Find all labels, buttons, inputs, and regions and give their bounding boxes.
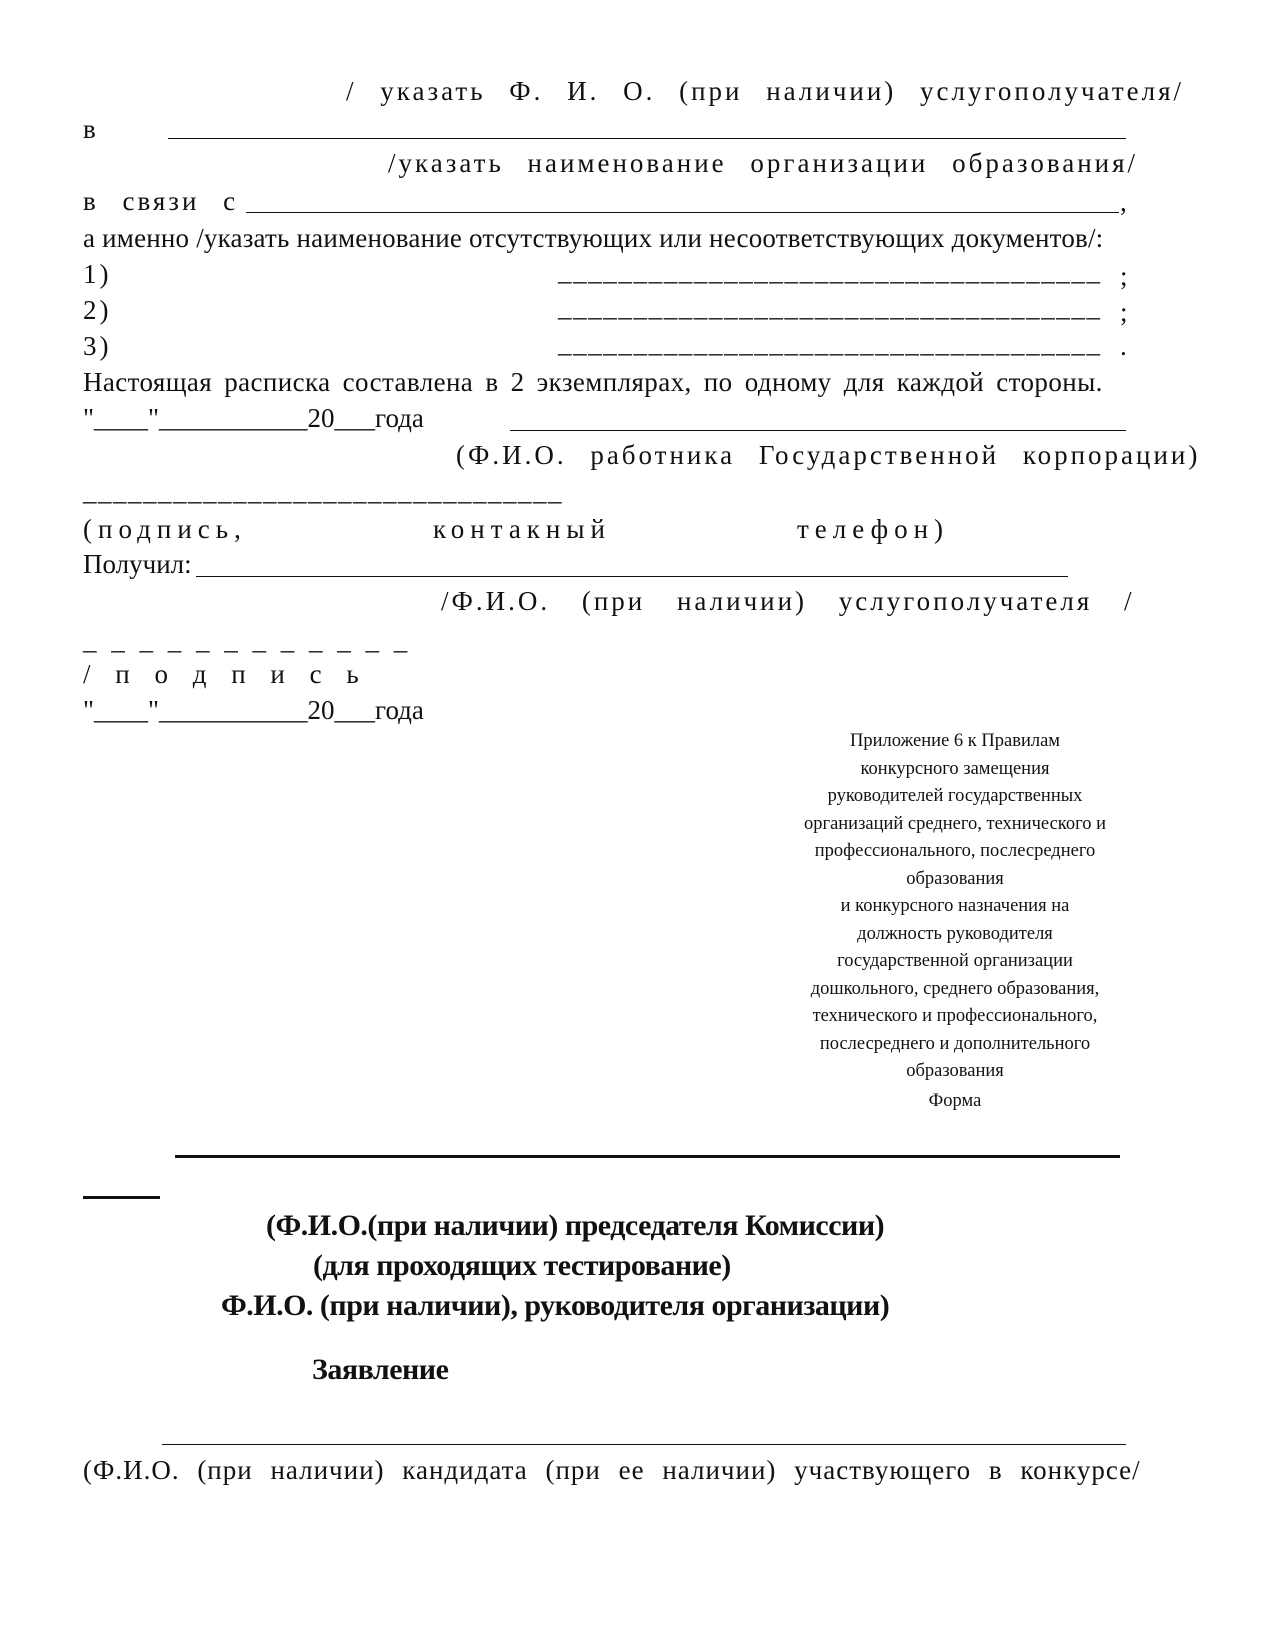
reason-line	[246, 212, 1119, 213]
form-label: Форма	[928, 1090, 982, 1111]
signature-blank: ________________________________	[83, 476, 563, 506]
appendix-line: государственной организации	[837, 951, 1073, 971]
item-1-end: ;	[1120, 261, 1128, 291]
appendix-line: конкурсного замещения	[860, 758, 1050, 779]
organization-line	[168, 138, 1126, 139]
short-blank: _ _ _ _ _ _ _ _ _ _ _ _	[83, 625, 412, 655]
worker-line	[510, 430, 1126, 431]
item-1-blank: ____________________________________	[558, 256, 1102, 286]
reason-comma: ,	[1120, 187, 1127, 217]
document-title: Заявление	[312, 1353, 449, 1386]
date-line-2: "____"___________20___года	[83, 695, 424, 725]
testing-hint: (для проходящих тестирование)	[313, 1249, 731, 1282]
recipient-fio-hint: / указать Ф. И. О. (при наличии) услугополучателя/	[346, 76, 1185, 106]
recipient-hint: /Ф.И.О. (при наличии) услугополучателя /	[441, 586, 1135, 616]
item-2-end: ;	[1120, 297, 1128, 327]
item-3-number: 3)	[83, 331, 112, 361]
appendix-line: послесреднего и дополнительного	[819, 1033, 1091, 1054]
appendix-note	[735, 728, 1175, 1115]
chairman-hint: (Ф.И.О.(при наличии) председателя Комиссии)	[266, 1209, 885, 1242]
item-3-end: .	[1120, 331, 1127, 361]
item-2-blank: ____________________________________	[558, 292, 1102, 322]
signature-hint-part3: телефон)	[797, 514, 950, 544]
director-hint: Ф.И.О. (при наличии), руководителя организации)	[221, 1289, 890, 1322]
copies-statement: Настоящая расписка составлена в 2 экземплярах, по одному для каждой стороны.	[83, 367, 1103, 397]
candidate-hint: (Ф.И.О. (при наличии) кандидата (при ее наличии) участвующего в конкурсе/	[83, 1455, 1141, 1485]
signature-hint-part1: (подпись,	[83, 514, 247, 544]
v-label: в	[83, 114, 96, 144]
organization-hint: /указать наименование организации образования/	[388, 148, 1139, 178]
received-label: Получил:	[83, 549, 192, 579]
appendix-line: организаций среднего, технического и	[803, 813, 1107, 834]
appendix-line: образования	[906, 1061, 1004, 1081]
item-2-number: 2)	[83, 295, 112, 325]
item-3-blank: ____________________________________	[558, 328, 1102, 358]
namely-text: а именно /указать наименование отсутствующих или несоответствующих документов/:	[83, 223, 1104, 253]
signature-hint-part2: контакный	[433, 514, 611, 544]
signature-label: / п о д п и с ь	[83, 659, 363, 689]
appendix-line: руководителей государственных	[827, 786, 1083, 806]
received-line	[196, 576, 1068, 577]
appendix-line: и конкурсного назначения на	[840, 896, 1070, 916]
item-1-number: 1)	[83, 259, 112, 289]
appendix-line: технического и профессионального,	[812, 1006, 1098, 1026]
appendix-line: Приложение 6 к Правилам	[849, 731, 1060, 751]
appendix-line: должность руководителя	[857, 923, 1053, 944]
worker-hint: (Ф.И.О. работника Государственной корпорации)	[456, 440, 1201, 470]
date-line-1: "____"___________20___года	[83, 403, 424, 433]
addressee-line	[175, 1155, 1120, 1158]
addressee-line-continuation	[83, 1196, 160, 1199]
appendix-line: образования	[906, 868, 1004, 889]
appendix-line: дошкольного, среднего образования,	[810, 978, 1100, 999]
candidate-line	[162, 1444, 1126, 1445]
appendix-line: профессионального, послесреднего	[814, 841, 1096, 861]
in-connection-label: в связи с	[83, 186, 239, 216]
